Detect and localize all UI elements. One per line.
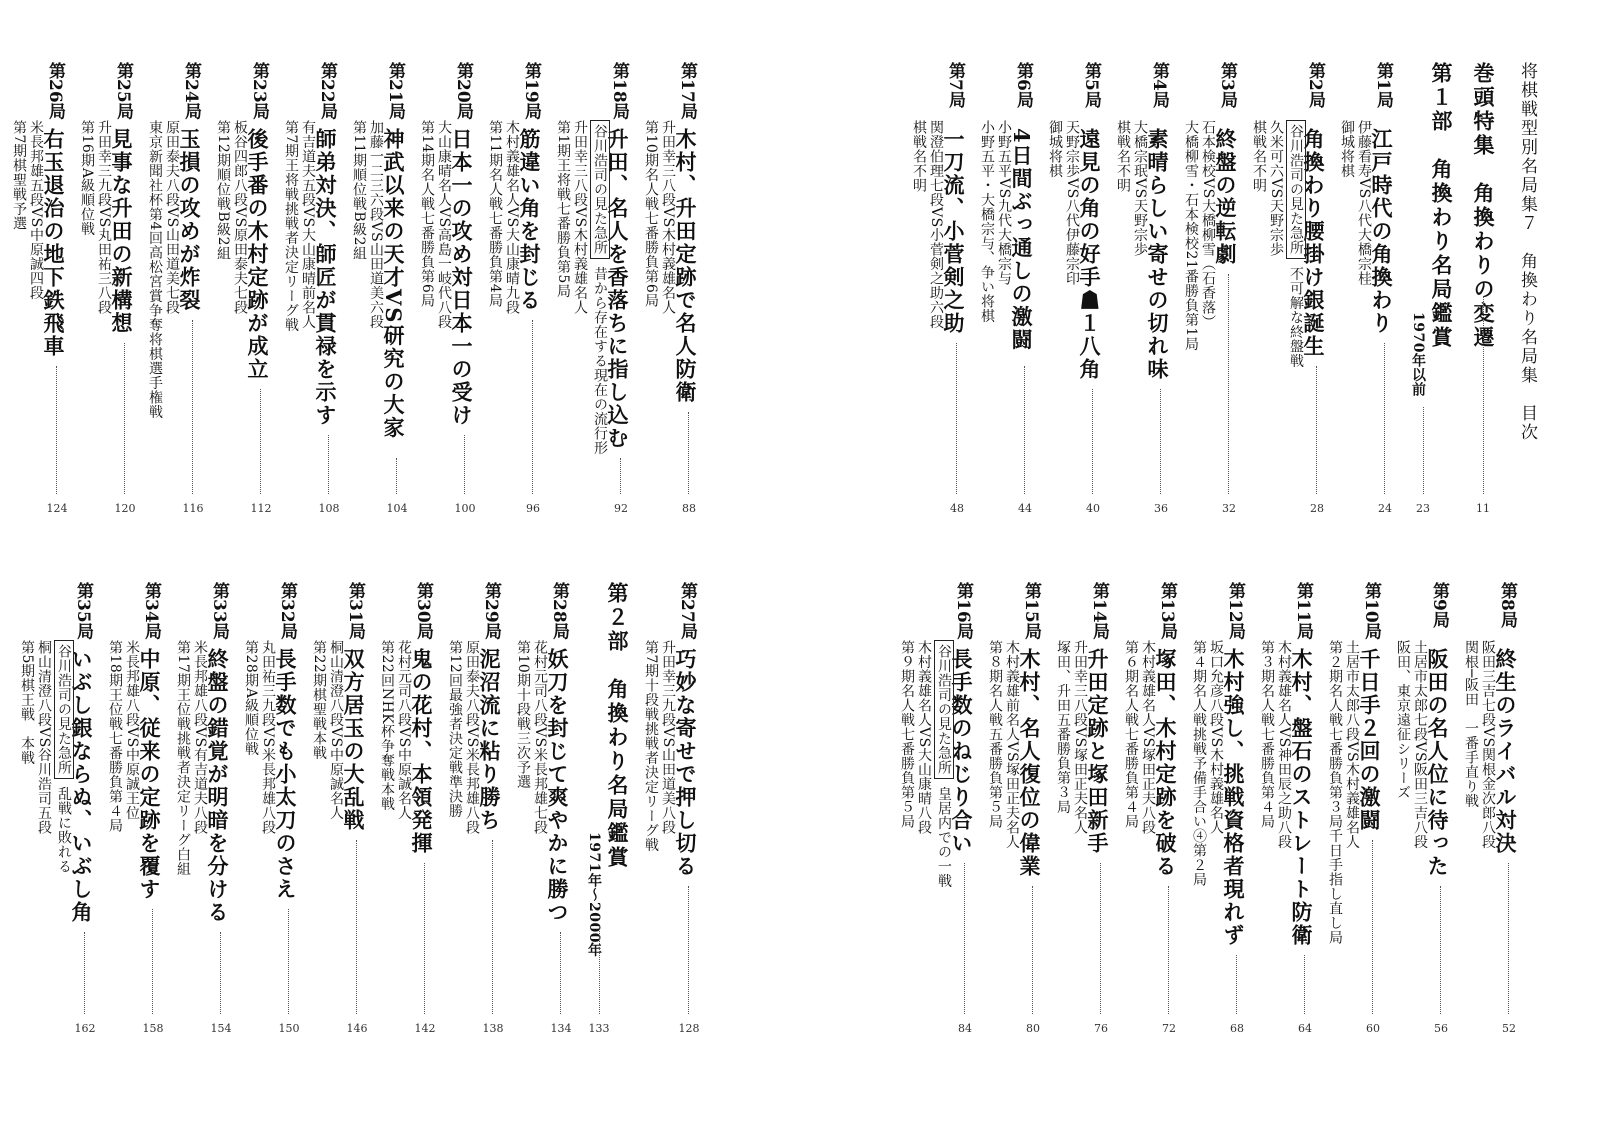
game-number: 第18局 [609,62,629,120]
part2-heading [602,582,632,870]
game-number: 第35局 [73,582,93,640]
players: 久米可六VS天野宗歩 [1268,120,1284,257]
game-title: 塚田、木村定跡を破る [1153,648,1178,878]
feature-heading-page: 11 [1476,502,1490,515]
game-number: 第11局 [1293,582,1313,640]
tournament: 第7期王将戦挑戦者決定リーグ戦 [283,120,299,333]
game-number: 第25局 [113,62,133,120]
page-number: 80 [1026,1022,1040,1035]
game-title: 巧妙な寄せで押し切る [673,648,698,878]
game-number: 第24局 [181,62,201,120]
tournament: 御城将棋 [1047,120,1063,178]
tournament: 第３期名人戦七番勝負第４局 [1259,640,1275,829]
leader-dots [1304,955,1305,1014]
game-title: 終生のライバル対決 [1493,648,1518,855]
game-title: 素晴らしい寄せの切れ味 [1145,128,1170,381]
toc-top-right [880,62,1540,522]
game-title: 角換わり腰掛け銀誕生 [1301,128,1326,358]
page-number: 124 [46,502,68,515]
expert-note [1286,120,1306,368]
players: 木村義雄名人VS大山康晴八段 [916,640,932,835]
leader-dots [192,320,193,494]
tournament: 第12回最強者決定戦準決勝 [447,640,463,819]
page-number: 84 [958,1022,972,1035]
game-number: 第12局 [1225,582,1245,640]
game-number: 第26局 [45,62,65,120]
game-title: 一刀流、小菅剣之助 [941,128,966,335]
page-number: 108 [318,502,340,515]
expert-note-box: 谷川浩司の見た急所 [54,640,74,779]
game-number: 第5局 [1081,62,1101,108]
page-number: 88 [682,502,696,515]
game-number: 第1局 [1373,62,1393,108]
toc-top-left [11,62,700,522]
players: 木村義雄前名人VS塚田正夫名人 [1004,640,1020,850]
page-number: 24 [1378,502,1392,515]
tournament: 第7期棋聖戦予選 [11,120,27,231]
players: 米長邦雄八段VS中原誠王位 [124,640,140,821]
leader-dots [1316,366,1317,494]
page-number: 96 [526,502,540,515]
game-title: 4日間ぶっ通しの激闘 [1009,128,1034,352]
players: 土居市太郎七段VS阪田三吉八段 [1412,640,1428,850]
game-title: 升田定跡と塚田新手 [1085,648,1110,855]
game-title: 鬼の花村、本領発揮 [409,648,434,855]
leader-dots [964,863,965,1014]
expert-note [590,120,610,455]
leader-dots [124,343,125,494]
leader-dots [1236,955,1237,1014]
tournament: 第４期名人戦挑戦予備手合い④第２局 [1191,640,1207,887]
page-number: 36 [1154,502,1168,515]
game-title: 師弟対決、師匠が貫禄を示す [313,128,338,427]
game-number: 第3局 [1217,62,1237,108]
game-number: 第29局 [481,582,501,640]
tournament: 第22期棋聖戦本戦 [311,640,327,761]
page-number: 128 [678,1022,700,1035]
tournament: 関根─阪田 一番手直り戦 [1463,640,1479,809]
page-number: 116 [182,502,204,515]
part1-heading-page: 23 [1416,502,1430,515]
leader-dots [260,389,261,494]
game-number: 第6局 [1013,62,1033,108]
players: 阪田三吉七段VS関根金次郎八段 [1480,640,1496,850]
part2-heading-label: 第２部 角換わり名局鑑賞 [605,582,630,870]
page-number: 100 [454,502,476,515]
players: 原田泰夫八段VS米長邦雄八段 [464,640,480,835]
page-number: 112 [250,502,272,515]
players: 加藤一二三六段VS山田道美六段 [368,120,384,330]
part2-heading-note: 1971年〜2000年 [586,832,602,958]
game-number: 第31局 [345,582,365,640]
players: 丸田祐三九段VS米長邦雄八段 [260,640,276,835]
game-number: 第8局 [1497,582,1517,628]
page-number: 28 [1310,502,1324,515]
tournament: 御城将棋 [1339,120,1355,178]
page-number: 60 [1366,1022,1380,1035]
book-title: 将棋戦型別名局集７ 角換わり名局集 目次 [1517,62,1537,442]
page-number: 134 [550,1022,572,1035]
players: 関澄伯理七段VS小菅剣之助六段 [928,120,944,330]
tournament: 東京新聞社杯第4回高松宮賞争奪将棋選手権戦 [147,120,163,420]
expert-note-box: 谷川浩司の見た急所 [1286,120,1306,259]
leader-dots [1092,389,1093,494]
leader-dots [152,909,153,1014]
players: 小野五平VS九代大橋宗与 [996,120,1012,286]
page-number: 120 [114,502,136,515]
tournament: 第10期名人戦七番勝負第6局 [643,120,659,308]
tournament: 小野五平・大橋宗与、争い将棋 [979,120,995,323]
game-title: 筋違い角を封じる [517,128,542,312]
page-number: 68 [1230,1022,1244,1035]
game-title: 後手番の木村定跡が成立 [245,128,270,381]
players: 桐山清澄八段VS谷川浩司五段 [36,640,52,835]
game-title: 長手数のねじり合い [949,648,974,855]
game-title: 千日手２回の激闘 [1357,648,1382,832]
players: 升田幸三九段VS山田道美八段 [660,640,676,835]
leader-dots [492,840,493,1014]
game-number: 第9局 [1429,582,1449,628]
leader-dots [396,458,397,494]
tournament: 棋戦名不明 [911,120,927,193]
leader-dots [1372,840,1373,1014]
expert-note-text: 不可解な終盤戦 [1288,261,1304,368]
page-number: 142 [414,1022,436,1035]
page-number: 162 [74,1022,96,1035]
tournament: 第８期名人戦五番勝負第５局 [987,640,1003,829]
players: 木村義雄名人VS大山康晴九段 [504,120,520,315]
expert-note [54,640,74,873]
part1-heading-label: 第１部 角換わり名局鑑賞 [1429,62,1454,350]
expert-note [934,640,954,888]
players: 土居市太郎八段VS木村義雄名人 [1344,640,1360,850]
toc-bottom-right [899,582,1520,1042]
game-title: 終盤の錯覚が明暗を分ける [205,648,230,924]
players: 米長邦雄五段VS中原誠四段 [28,120,44,301]
game-number: 第22局 [317,62,337,120]
tournament: 第６期名人戦七番勝負第４局 [1123,640,1139,829]
players: 原田泰夫八段VS山田道美七段 [164,120,180,315]
game-number: 第20局 [453,62,473,120]
game-title: 木村、名人復位の偉業 [1017,648,1042,878]
leader-dots [956,343,957,494]
leader-dots [464,435,465,494]
leader-dots [1440,886,1441,1014]
tournament: 第16期A級順位戦 [79,120,95,237]
page-number: 92 [614,502,628,515]
players: 米長邦雄八段VS有吉道夫八段 [192,640,208,835]
game-title: 中原、従来の定跡を覆す [137,648,162,901]
players: 花村元司八段VS米長邦雄七段 [532,640,548,835]
game-number: 第7局 [945,62,965,108]
tournament: 第14期名人戦七番勝負第6局 [419,120,435,308]
players: 花村元司八段VS中原誠名人 [396,640,412,821]
players: 坂口允彦八段VS木村義雄名人 [1208,640,1224,835]
players: 有吉道夫五段VS大山康晴前名人 [300,120,316,330]
game-title: 木村強し、挑戦資格者現れず [1221,648,1246,947]
tournament: 第1期王将戦七番勝負第5局 [555,120,571,299]
page-number: 48 [950,502,964,515]
players: 天野宗歩VS八代伊藤宗印 [1064,120,1080,286]
tournament: 第18期王位戦七番勝負第４局 [107,640,123,833]
game-number: 第23局 [249,62,269,120]
expert-note-text: 昔から存在する現在の流行形 [592,261,608,455]
tournament: 阪田、東京遠征シリーズ [1395,640,1411,800]
leader-dots [1228,274,1229,494]
players: 升田幸三八段VS木村義雄名人 [660,120,676,315]
expert-note-text: 皇居内での一戦 [936,781,952,888]
leader-dots [424,863,425,1014]
tournament: 第22回NHK杯争奪戦本戦 [379,640,395,812]
page-number: 32 [1222,502,1236,515]
tournament: 第２期名人戦七番勝負第３局千日手指し直し局 [1327,640,1343,945]
toc-bottom-left [19,582,700,1042]
game-number: 第34局 [141,582,161,640]
tournament: 棋戦名不明 [1251,120,1267,193]
leader-dots [328,435,329,494]
game-number: 第21局 [385,62,405,120]
part1-heading-leader [1423,407,1424,494]
tournament: 第11期名人戦七番勝負第4局 [487,120,503,308]
players: 石本検校VS大橋柳雪（石香落） [1200,120,1216,330]
page-number: 146 [346,1022,368,1035]
page-number: 76 [1094,1022,1108,1035]
leader-dots [1160,389,1161,494]
game-number: 第15局 [1021,582,1041,640]
part2-heading-leader [599,927,600,1014]
game-number: 第19局 [521,62,541,120]
game-title: 日本一の攻め対日本一の受け [449,128,474,427]
leader-dots [220,932,221,1014]
page-number: 64 [1298,1022,1312,1035]
game-title: 見事な升田の新構想 [109,128,134,335]
leader-dots [56,366,57,494]
leader-dots [356,840,357,1014]
game-title: 江戸時代の角換わり [1369,128,1394,335]
game-title: 遠見の角の好手☗１八角 [1077,128,1102,381]
part2-heading-page: 133 [588,1022,610,1035]
page-number: 56 [1434,1022,1448,1035]
game-number: 第30局 [413,582,433,640]
tournament: 第12期順位戦B級2組 [215,120,231,261]
tournament: 棋戦名不明 [1115,120,1131,193]
game-number: 第14局 [1089,582,1109,640]
leader-dots [1384,343,1385,494]
part1-heading-note: 1970年以前 [1410,312,1426,397]
tournament: 第11期順位戦B級2組 [351,120,367,261]
players: 升田幸三九段VS丸田祐三八段 [96,120,112,315]
game-title: 右玉退治の地下鉄飛車 [41,128,66,358]
page-number: 72 [1162,1022,1176,1035]
leader-dots [84,932,85,1014]
expert-note-text: 乱戦に敗れる [56,781,72,874]
players: 木村義雄名人VS神田辰之助八段 [1276,640,1292,850]
leader-dots [1032,886,1033,1014]
game-number: 第17局 [677,62,697,120]
page-number: 52 [1502,1022,1516,1035]
game-number: 第27局 [677,582,697,640]
game-number: 第28局 [549,582,569,640]
game-number: 第10局 [1361,582,1381,640]
game-number: 第4局 [1149,62,1169,108]
game-number: 第16局 [953,582,973,640]
game-number: 第13局 [1157,582,1177,640]
players: 升田幸三八段VS木村義雄名人 [572,120,588,315]
game-title: 双方居玉の大乱戦 [341,648,366,832]
game-title: 玉損の攻めが炸裂 [177,128,202,312]
tournament: 第5期棋王戦 本戦 [19,640,35,766]
page-number: 40 [1086,502,1100,515]
game-title: いぶし銀ならぬ、いぶし角 [69,648,94,924]
leader-dots [1100,863,1101,1014]
players: 桐山清澄八段VS中原誠名人 [328,640,344,821]
leader-dots [1024,366,1025,494]
players: 伊藤看寿VS八代大橋宗桂 [1356,120,1372,286]
leader-dots [288,909,289,1014]
game-number: 第33局 [209,582,229,640]
players: 板谷四郎八段VS原田泰夫七段 [232,120,248,315]
tournament: 第９期名人戦七番勝負第５局 [899,640,915,829]
game-title: 神武以来の天才VS研究の大家 [381,128,406,440]
feature-heading-label: 巻頭特集 角換わりの変遷 [1471,62,1496,350]
game-title: 終盤の逆転劇 [1213,128,1238,266]
game-title: 長手数でも小太刀のさえ [273,648,298,901]
players: 木村義雄名人VS塚田正夫八段 [1140,640,1156,835]
expert-note-box: 谷川浩司の見た急所 [590,120,610,259]
tournament: 大橋柳雪・石本検校21番勝負第1局 [1183,120,1199,352]
part1-heading [1426,62,1456,350]
page-number: 104 [386,502,408,515]
page-number: 44 [1018,502,1032,515]
leader-dots [1508,863,1509,1014]
tournament: 第10期十段戦三次予選 [515,640,531,790]
tournament: 塚田、升田五番勝負第３局 [1055,640,1071,814]
leader-dots [1168,886,1169,1014]
game-title: 升田、名人を香落ちに指し込む [605,128,630,450]
game-title: 木村、盤石のストレート防衛 [1289,648,1314,947]
leader-dots [620,458,621,494]
expert-note-box: 谷川浩司の見た急所 [934,640,954,779]
page-number: 154 [210,1022,232,1035]
tournament: 第28期A級順位戦 [243,640,259,757]
leader-dots [532,320,533,494]
leader-dots [688,412,689,494]
game-title: 妖刀を封じて爽やかに勝つ [545,648,570,924]
game-title: 泥沼流に粘り勝ち [477,648,502,832]
game-number: 第32局 [277,582,297,640]
leader-dots [688,886,689,1014]
players: 大山康晴名人VS高島一岐代八段 [436,120,452,330]
game-title: 木村、升田定跡で名人防衛 [673,128,698,404]
page-number: 150 [278,1022,300,1035]
tournament: 第7期十段戦挑戦者決定リーグ戦 [643,640,659,853]
players: 升田幸三八段VS塚田正夫名人 [1072,640,1088,835]
game-number: 第2局 [1305,62,1325,108]
feature-heading-leader [1483,297,1484,494]
page-number: 158 [142,1022,164,1035]
tournament: 第17期王位戦挑戦者決定リーグ白組 [175,640,191,877]
leader-dots [560,932,561,1014]
players: 大橋宗珉VS天野宗歩 [1132,120,1148,257]
game-title: 阪田の名人位に待った [1425,648,1450,878]
page-number: 138 [482,1022,504,1035]
